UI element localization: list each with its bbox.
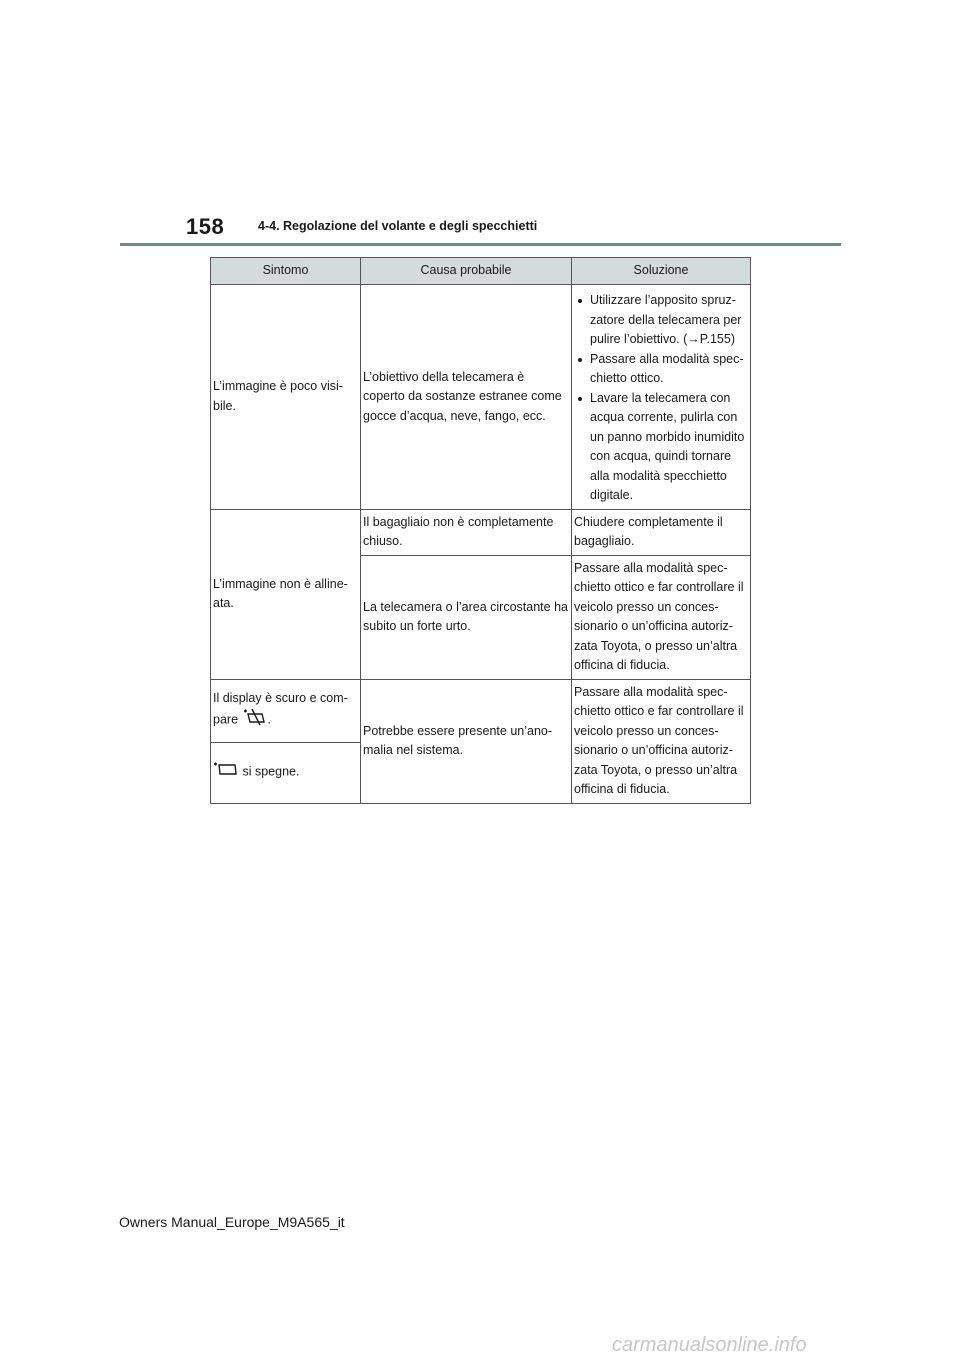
list-item: Lavare la telecamera con acqua corrente, pulirla con un panno morbido inumidito con acqua, quindi tornare alla modalità specchietto digitale.	[574, 389, 748, 506]
footer-text: Owners Manual_Europe_M9A565_it	[119, 1214, 345, 1230]
cause-cell: La telecamera o l’area circostante ha subito un forte urto.	[361, 555, 572, 679]
symptom-cell: L’immagine è poco visi-bile.	[211, 285, 361, 510]
symptom-text: si spegne.	[242, 764, 300, 779]
column-header-cause: Causa probabile	[361, 258, 572, 285]
table-header-row	[211, 258, 751, 285]
table-row	[211, 679, 751, 742]
solution-cell: Passare alla modalità spec-chietto ottico e far controllare il veicolo presso un conces-sionario o un’officina autoriz-zata Toyota, o presso un’altra officina di fiducia.	[572, 679, 751, 803]
table-row	[211, 285, 751, 510]
symptom-text-suffix: .	[267, 712, 271, 727]
solution-list	[574, 291, 748, 506]
column-header-solution: Soluzione	[572, 258, 751, 285]
cause-cell: Potrebbe essere presente un’ano-malia nel sistema.	[361, 679, 572, 803]
cause-cell: Il bagagliaio non è completamente chiuso.	[361, 509, 572, 555]
cause-cell: L’obiettivo della telecamera è coperto da sostanze estranee come gocce d’acqua, neve, fango, ecc.	[361, 285, 572, 510]
list-item: Utilizzare l’apposito spruz-zatore della telecamera per pulire l’obiettivo. (→P.155)	[574, 291, 748, 350]
solution-cell: Passare alla modalità spec-chietto ottico e far controllare il veicolo presso un conces-sionario o un’officina autoriz-zata Toyota, o presso un’altra officina di fiducia.	[572, 555, 751, 679]
symptom-cell	[211, 679, 361, 742]
symptom-text: Il display è scuro e com-pare	[213, 690, 348, 727]
symptom-cell	[211, 742, 361, 803]
page-number: 158	[186, 214, 225, 239]
symptom-cell: L’immagine non è alline-ata.	[211, 509, 361, 679]
camera-warning-icon	[242, 708, 268, 733]
section-title: 4-4. Regolazione del volante e degli specchietti	[258, 219, 538, 233]
watermark: carmanualsonline.info	[612, 1334, 807, 1356]
table-row	[211, 509, 751, 555]
header-rule	[120, 243, 841, 246]
solution-cell: Chiudere completamente il bagagliaio.	[572, 509, 751, 555]
column-header-symptom: Sintomo	[211, 258, 361, 285]
list-item: Passare alla modalità spec-chietto ottico.	[574, 350, 748, 389]
camera-indicator-icon	[213, 761, 239, 784]
troubleshooting-table	[210, 257, 751, 804]
solution-cell	[572, 285, 751, 510]
